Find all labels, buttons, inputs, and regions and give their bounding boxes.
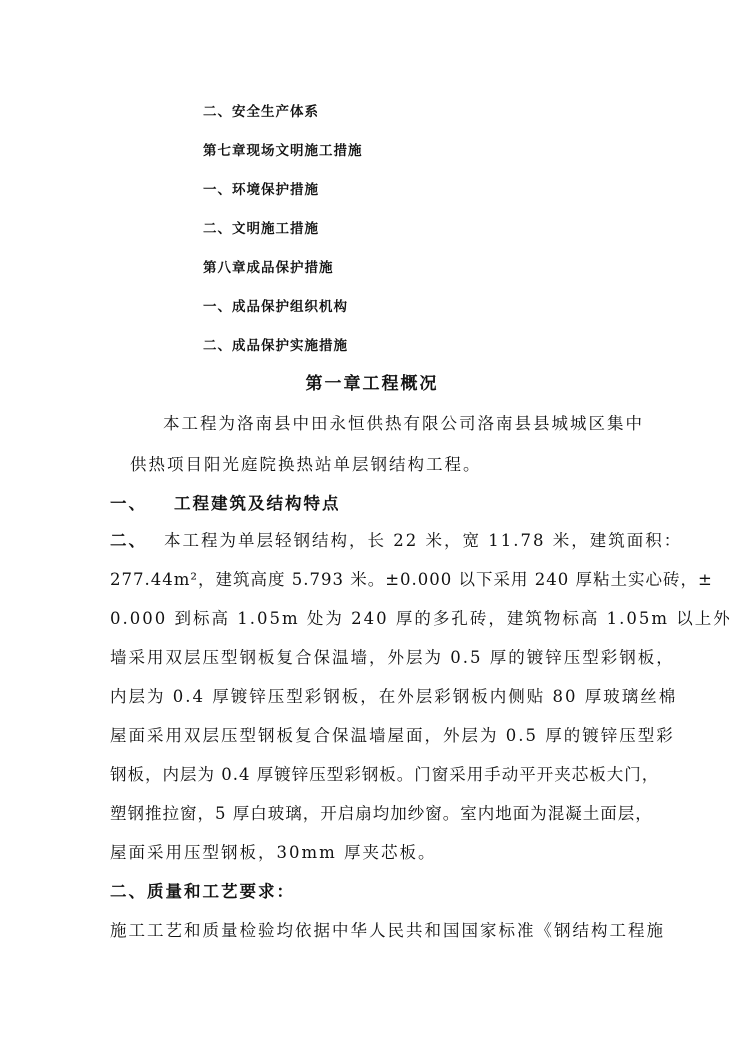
intro-line: 本工程为洛南县中田永恒供热有限公司洛南县县城城区集中 xyxy=(163,414,644,433)
body-line: 屋面采用双层压型钢板复合保温墙屋面，外层为 0.5 厚的镀锌压型彩 xyxy=(110,726,675,745)
body-line: 277.44m²，建筑高度 5.793 米。±0.000 以下采用 240 厚粘土实心砖，± xyxy=(110,570,713,589)
body-line: 屋面采用压型钢板，30mm 厚夹芯板。 xyxy=(110,843,437,862)
toc-item: 一、成品保护组织机构 xyxy=(203,299,348,315)
section-title: 工程建筑及结构特点 xyxy=(174,494,341,513)
body-line: 0.000 到标高 1.05m 处为 240 厚的多孔砖，建筑物标高 1.05m 以上外 xyxy=(110,609,732,628)
toc-item: 第七章现场文明施工措施 xyxy=(203,143,363,159)
body-line: 钢板，内层为 0.4 厚镀锌压型彩钢板。门窗采用手动平开夹芯板大门， xyxy=(110,765,660,784)
section-heading-quality: 二、质量和工艺要求： xyxy=(110,882,295,901)
body-line: 内层为 0.4 厚镀锌压型彩钢板，在外层彩钢板内侧贴 80 厚玻璃丝棉 xyxy=(110,687,678,706)
body-line: 施工工艺和质量检验均依据中华人民共和国国家标准《钢结构工程施 xyxy=(110,921,665,940)
toc-item: 二、成品保护实施措施 xyxy=(203,338,348,354)
body-line: 墙采用双层压型钢板复合保温墙，外层为 0.5 厚的镀锌压型彩钢板， xyxy=(110,648,675,667)
section-number: 二、 xyxy=(110,531,147,550)
intro-line: 供热项目阳光庭院换热站单层钢结构工程。 xyxy=(130,455,482,474)
toc-item: 二、文明施工措施 xyxy=(203,221,319,237)
section-number: 一、 xyxy=(110,494,147,513)
toc-item: 一、环境保护措施 xyxy=(203,182,319,198)
chapter-title: 第一章工程概况 xyxy=(305,374,439,394)
body-line: 本工程为单层轻钢结构，长 22 米，宽 11.78 米，建筑面积： xyxy=(164,531,683,550)
body-line: 塑钢推拉窗，5 厚白玻璃，开启扇均加纱窗。室内地面为混凝土面层， xyxy=(110,804,653,823)
toc-item: 第八章成品保护措施 xyxy=(203,260,334,276)
section-2-first-line xyxy=(110,527,682,551)
section-heading-1 xyxy=(110,490,341,514)
toc-item: 二、安全生产体系 xyxy=(203,104,319,120)
